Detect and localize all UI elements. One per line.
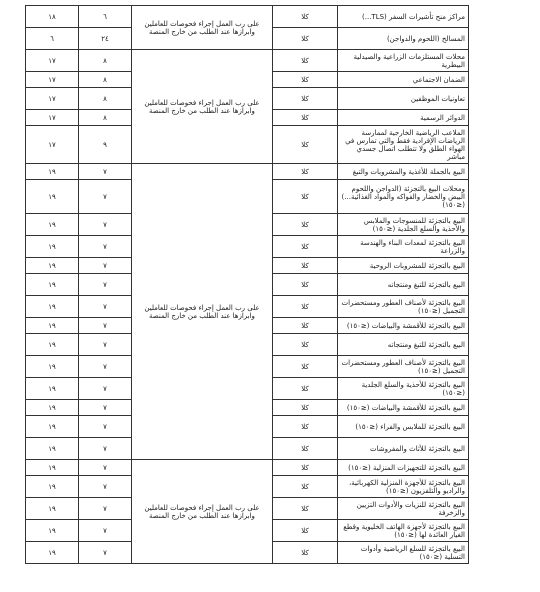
status-cell: كلا bbox=[273, 438, 338, 460]
sector-description: البيع بالتجزئة للنزيات والأدوات التزيين والزخرفة bbox=[338, 498, 469, 520]
status-cell: كلا bbox=[273, 476, 338, 498]
count-cell: ١٩ bbox=[26, 318, 79, 334]
sector-description: تعاونيات الموظفين bbox=[338, 88, 469, 110]
phase-cell: ٨ bbox=[79, 88, 132, 110]
count-cell: ١٩ bbox=[26, 296, 79, 318]
status-cell: كلا bbox=[273, 236, 338, 258]
table-row bbox=[26, 164, 469, 180]
status-cell: كلا bbox=[273, 356, 338, 378]
count-cell: ١٩ bbox=[26, 416, 79, 438]
status-cell: كلا bbox=[273, 520, 338, 542]
phase-cell: ٩ bbox=[79, 126, 132, 164]
phase-cell: ٧ bbox=[79, 460, 132, 476]
sector-description: البيع بالتجزئة للملابس والفراء (≤١٥٠) bbox=[338, 416, 469, 438]
sector-description: المسالخ (اللحوم والدواجن) bbox=[338, 28, 469, 50]
phase-cell: ٧ bbox=[79, 356, 132, 378]
sector-description: البيع بالتجزئة للأحذية والسلع الجلدية (≤١٥٠) bbox=[338, 378, 469, 400]
count-cell: ١٩ bbox=[26, 164, 79, 180]
phase-cell: ٧ bbox=[79, 378, 132, 400]
phase-cell: ٧ bbox=[79, 438, 132, 460]
sector-description: البيع بالتجزئة للسلع الرياضية وأدوات التسلية (≤١٥٠) bbox=[338, 542, 469, 564]
phase-cell: ٨ bbox=[79, 72, 132, 88]
status-cell: كلا bbox=[273, 296, 338, 318]
count-cell: ١٧ bbox=[26, 72, 79, 88]
count-cell: ١٩ bbox=[26, 334, 79, 356]
count-cell: ١٧ bbox=[26, 126, 79, 164]
phase-cell: ٧ bbox=[79, 296, 132, 318]
testing-requirement-note: على رب العمل إجراء فحوصات للعاملين وابرازها عند الطلب من خارج المنصة bbox=[132, 460, 273, 564]
sector-description: البيع بالتجزئة للأقمشة والبياضات (≤١٥٠) bbox=[338, 318, 469, 334]
status-cell: كلا bbox=[273, 318, 338, 334]
sector-description: البيع بالتجزئة لمعدات البناء والهندسة والزراعة bbox=[338, 236, 469, 258]
phase-cell: ٧ bbox=[79, 214, 132, 236]
sector-description: محلات المستلزمات الزراعية والصيدلية البيطرية bbox=[338, 50, 469, 72]
status-cell: كلا bbox=[273, 460, 338, 476]
phase-cell: ٧ bbox=[79, 400, 132, 416]
table-row bbox=[26, 6, 469, 28]
sector-description: البيع بالتجزئة للتبغ ومنتجاته bbox=[338, 274, 469, 296]
regulations-table bbox=[25, 5, 469, 564]
sector-description: الملاعب الرياضية الخارجية لممارسة الرياضات الإفرادية فقط والتي تمارس في الهواء الطلق ولا تتطلب اتصال جسدي مباشر bbox=[338, 126, 469, 164]
count-cell: ١٩ bbox=[26, 378, 79, 400]
count-cell: ١٧ bbox=[26, 88, 79, 110]
sector-description: مراكز منح تأشيرات السفر (TLS...) bbox=[338, 6, 469, 28]
status-cell: كلا bbox=[273, 258, 338, 274]
sector-description: البيع بالتجزئة لأصناف العطور ومستحضرات التجميل (≤١٥٠) bbox=[338, 356, 469, 378]
table-row bbox=[26, 460, 469, 476]
count-cell: ١٩ bbox=[26, 274, 79, 296]
status-cell: كلا bbox=[273, 126, 338, 164]
status-cell: كلا bbox=[273, 334, 338, 356]
status-cell: كلا bbox=[273, 50, 338, 72]
sector-description: الضمان الاجتماعي bbox=[338, 72, 469, 88]
phase-cell: ٧ bbox=[79, 274, 132, 296]
status-cell: كلا bbox=[273, 400, 338, 416]
count-cell: ١٩ bbox=[26, 180, 79, 214]
status-cell: كلا bbox=[273, 214, 338, 236]
status-cell: كلا bbox=[273, 180, 338, 214]
count-cell: ١٩ bbox=[26, 476, 79, 498]
count-cell: ١٩ bbox=[26, 460, 79, 476]
sector-description: البيع بالتجزئة لأصناف العطور ومستحضرات التجميل (≤١٥٠) bbox=[338, 296, 469, 318]
phase-cell: ٧ bbox=[79, 318, 132, 334]
count-cell: ١٩ bbox=[26, 400, 79, 416]
sector-description: البيع بالتجزئة للتبغ ومنتجاته bbox=[338, 334, 469, 356]
phase-cell: ٧ bbox=[79, 180, 132, 214]
sector-description: البيع بالتجزئة للتجهيزات المنزلية (≤١٥٠) bbox=[338, 460, 469, 476]
sector-description: الدوائر الرسمية bbox=[338, 110, 469, 126]
table-row bbox=[26, 50, 469, 72]
sector-description: ومحلات البيع بالتجزئة (الدواجن واللحوم البيض والخضار والفواكه والمواد الغذائية...) (≤١٥٠) bbox=[338, 180, 469, 214]
status-cell: كلا bbox=[273, 378, 338, 400]
count-cell: ١٨ bbox=[26, 6, 79, 28]
phase-cell: ٧ bbox=[79, 334, 132, 356]
sector-description: البيع بالتجزئة للأجهزة المنزلية الكهربائية، والراديو والتلفزيون (≤١٥٠) bbox=[338, 476, 469, 498]
phase-cell: ٨ bbox=[79, 50, 132, 72]
testing-requirement-note: على رب العمل إجراء فحوصات للعاملين وابرازها عند الطلب من خارج المنصة bbox=[132, 164, 273, 460]
status-cell: كلا bbox=[273, 542, 338, 564]
sector-description: البيع بالتجزئة لأجهزة الهاتف الخليوية وقطع الغيار العائدة لها (≤١٥٠) bbox=[338, 520, 469, 542]
status-cell: كلا bbox=[273, 88, 338, 110]
sector-description: البيع بالتجزئة للمنسوجات والملابس والأحذية والسلع الجلدية (≤١٥٠) bbox=[338, 214, 469, 236]
count-cell: ١٧ bbox=[26, 110, 79, 126]
phase-cell: ٧ bbox=[79, 258, 132, 274]
status-cell: كلا bbox=[273, 498, 338, 520]
sector-description: البيع بالجملة للأغذية والمشروبات والتبغ bbox=[338, 164, 469, 180]
phase-cell: ٧ bbox=[79, 498, 132, 520]
phase-cell: ٧ bbox=[79, 164, 132, 180]
phase-cell: ٧ bbox=[79, 542, 132, 564]
count-cell: ١٩ bbox=[26, 258, 79, 274]
count-cell: ١٧ bbox=[26, 50, 79, 72]
count-cell: ١٩ bbox=[26, 498, 79, 520]
phase-cell: ٨ bbox=[79, 110, 132, 126]
count-cell: ٦ bbox=[26, 28, 79, 50]
phase-cell: ٧ bbox=[79, 416, 132, 438]
count-cell: ١٩ bbox=[26, 356, 79, 378]
count-cell: ١٩ bbox=[26, 520, 79, 542]
count-cell: ١٩ bbox=[26, 214, 79, 236]
table-body bbox=[26, 6, 469, 564]
status-cell: كلا bbox=[273, 28, 338, 50]
count-cell: ١٩ bbox=[26, 542, 79, 564]
sector-description: البيع بالتجزئة للمشروبات الروحية bbox=[338, 258, 469, 274]
count-cell: ١٩ bbox=[26, 438, 79, 460]
status-cell: كلا bbox=[273, 6, 338, 28]
phase-cell: ٧ bbox=[79, 520, 132, 542]
status-cell: كلا bbox=[273, 164, 338, 180]
phase-cell: ٧ bbox=[79, 476, 132, 498]
phase-cell: ٦ bbox=[79, 6, 132, 28]
status-cell: كلا bbox=[273, 416, 338, 438]
count-cell: ١٩ bbox=[26, 236, 79, 258]
sector-description: البيع بالتجزئة للأقمشة والبياضات (≤١٥٠) bbox=[338, 400, 469, 416]
phase-cell: ٧ bbox=[79, 236, 132, 258]
phase-cell: ٢٤ bbox=[79, 28, 132, 50]
status-cell: كلا bbox=[273, 274, 338, 296]
testing-requirement-note: على رب العمل إجراء فحوصات للعاملين وابرازها عند الطلب من خارج المنصة bbox=[132, 50, 273, 164]
sector-description: البيع بالتجزئة للأثاث والمفروشات bbox=[338, 438, 469, 460]
status-cell: كلا bbox=[273, 110, 338, 126]
testing-requirement-note: على رب العمل إجراء فحوصات للعاملين وابرازها عند الطلب من خارج المنصة bbox=[132, 6, 273, 50]
status-cell: كلا bbox=[273, 72, 338, 88]
